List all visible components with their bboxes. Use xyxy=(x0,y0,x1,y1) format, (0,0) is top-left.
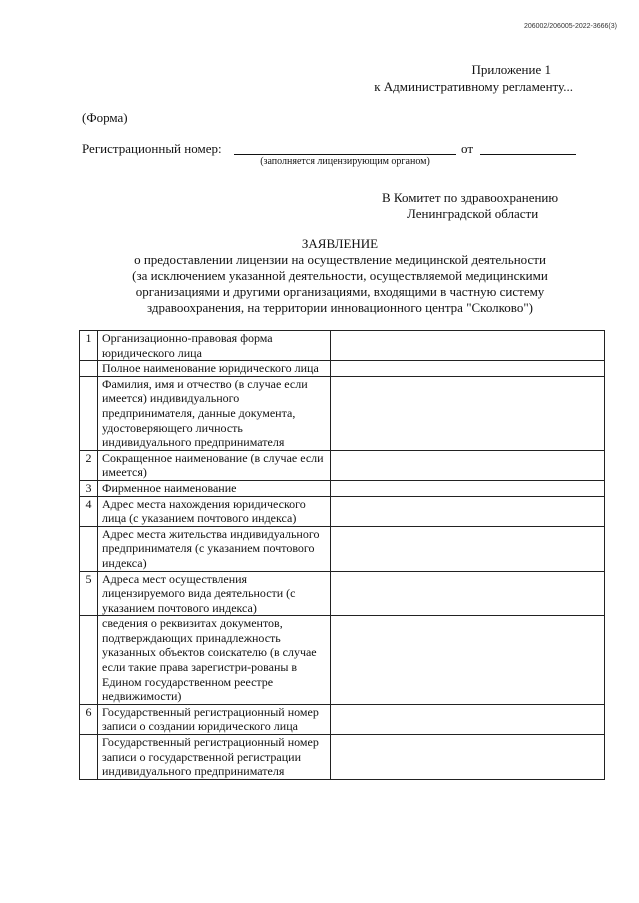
table-row xyxy=(80,526,605,571)
row-value-field[interactable] xyxy=(331,526,605,571)
row-label: Полное наименование юридического лица xyxy=(98,361,331,377)
table-row xyxy=(80,361,605,377)
table-row xyxy=(80,450,605,480)
table-row xyxy=(80,571,605,616)
row-value-field[interactable] xyxy=(331,376,605,450)
row-number: 4 xyxy=(80,496,98,526)
registration-date-label: от xyxy=(461,141,474,156)
table-row xyxy=(80,704,605,734)
row-number xyxy=(80,361,98,377)
row-number: 2 xyxy=(80,450,98,480)
row-label: Сокращенное наименование (в случае если имеется) xyxy=(98,450,331,480)
row-number: 3 xyxy=(80,480,98,496)
row-value-field[interactable] xyxy=(331,735,605,780)
appendix-line-2: к Административному регламенту... xyxy=(374,79,573,94)
document-subtitle-line-4: здравоохранения, на территории инновационного центра "Сколково") xyxy=(147,300,533,315)
table-row xyxy=(80,496,605,526)
table-row xyxy=(80,735,605,780)
document-number: 206002/206005-2022-3666(3) xyxy=(523,23,617,30)
document-subtitle-line-3: организациями и другими организациями, входящими в частную систему xyxy=(135,284,545,299)
row-label: Адреса мест осуществления лицензируемого вида деятельности (с указанием почтового индекса) xyxy=(98,571,331,616)
row-value-field[interactable] xyxy=(331,616,605,705)
row-number xyxy=(80,376,98,450)
row-number: 6 xyxy=(80,704,98,734)
row-label: Адрес места нахождения юридического лица (с указанием почтового индекса) xyxy=(98,496,331,526)
row-value-field[interactable] xyxy=(331,704,605,734)
table-row xyxy=(80,331,605,361)
row-label: Государственный регистрационный номер записи о государственной регистрации индивидуального предпринимателя xyxy=(98,735,331,780)
document-title: ЗАЯВЛЕНИЕ xyxy=(301,236,379,251)
row-number: 5 xyxy=(80,571,98,616)
table-row xyxy=(80,376,605,450)
document-subtitle-line-1: о предоставлении лицензии на осуществление медицинской деятельности xyxy=(134,252,546,267)
row-label: Фамилия, имя и отчество (в случае если имеется) индивидуального предпринимателя, данные документа, удостоверяющего личность индивидуального предпринимателя xyxy=(98,376,331,450)
registration-number-label: Регистрационный номер: xyxy=(82,141,222,156)
table-row xyxy=(80,480,605,496)
row-number xyxy=(80,616,98,705)
addressee-line-1: В Комитет по здравоохранению xyxy=(382,190,559,205)
application-table xyxy=(79,330,605,780)
row-label: Государственный регистрационный номер записи о создании юридического лица xyxy=(98,704,331,734)
row-label: Организационно-правовая форма юридического лица xyxy=(98,331,331,361)
row-value-field[interactable] xyxy=(331,496,605,526)
document-subtitle-line-2: (за исключением указанной деятельности, осуществляемой медицинскими xyxy=(132,268,548,283)
row-number: 1 xyxy=(80,331,98,361)
row-number xyxy=(80,735,98,780)
appendix-line-1: Приложение 1 xyxy=(471,62,551,77)
row-value-field[interactable] xyxy=(331,331,605,361)
addressee-line-2: Ленинградской области xyxy=(407,206,539,221)
row-label: Фирменное наименование xyxy=(98,480,331,496)
row-value-field[interactable] xyxy=(331,571,605,616)
row-value-field[interactable] xyxy=(331,361,605,377)
row-value-field[interactable] xyxy=(331,450,605,480)
form-label: (Форма) xyxy=(82,110,128,125)
registration-hint: (заполняется лицензирующим органом) xyxy=(260,156,430,167)
registration-date-field[interactable] xyxy=(480,154,576,155)
table-row xyxy=(80,616,605,705)
row-label: сведения о реквизитах документов, подтверждающих принадлежность указанных объектов соискателю (в случае если такие права зарегистри-рованы в Едином государственном реестре недвижимости) xyxy=(98,616,331,705)
row-number xyxy=(80,526,98,571)
row-label: Адрес места жительства индивидуального предпринимателя (с указанием почтового индекса) xyxy=(98,526,331,571)
row-value-field[interactable] xyxy=(331,480,605,496)
registration-number-field[interactable] xyxy=(234,154,456,155)
